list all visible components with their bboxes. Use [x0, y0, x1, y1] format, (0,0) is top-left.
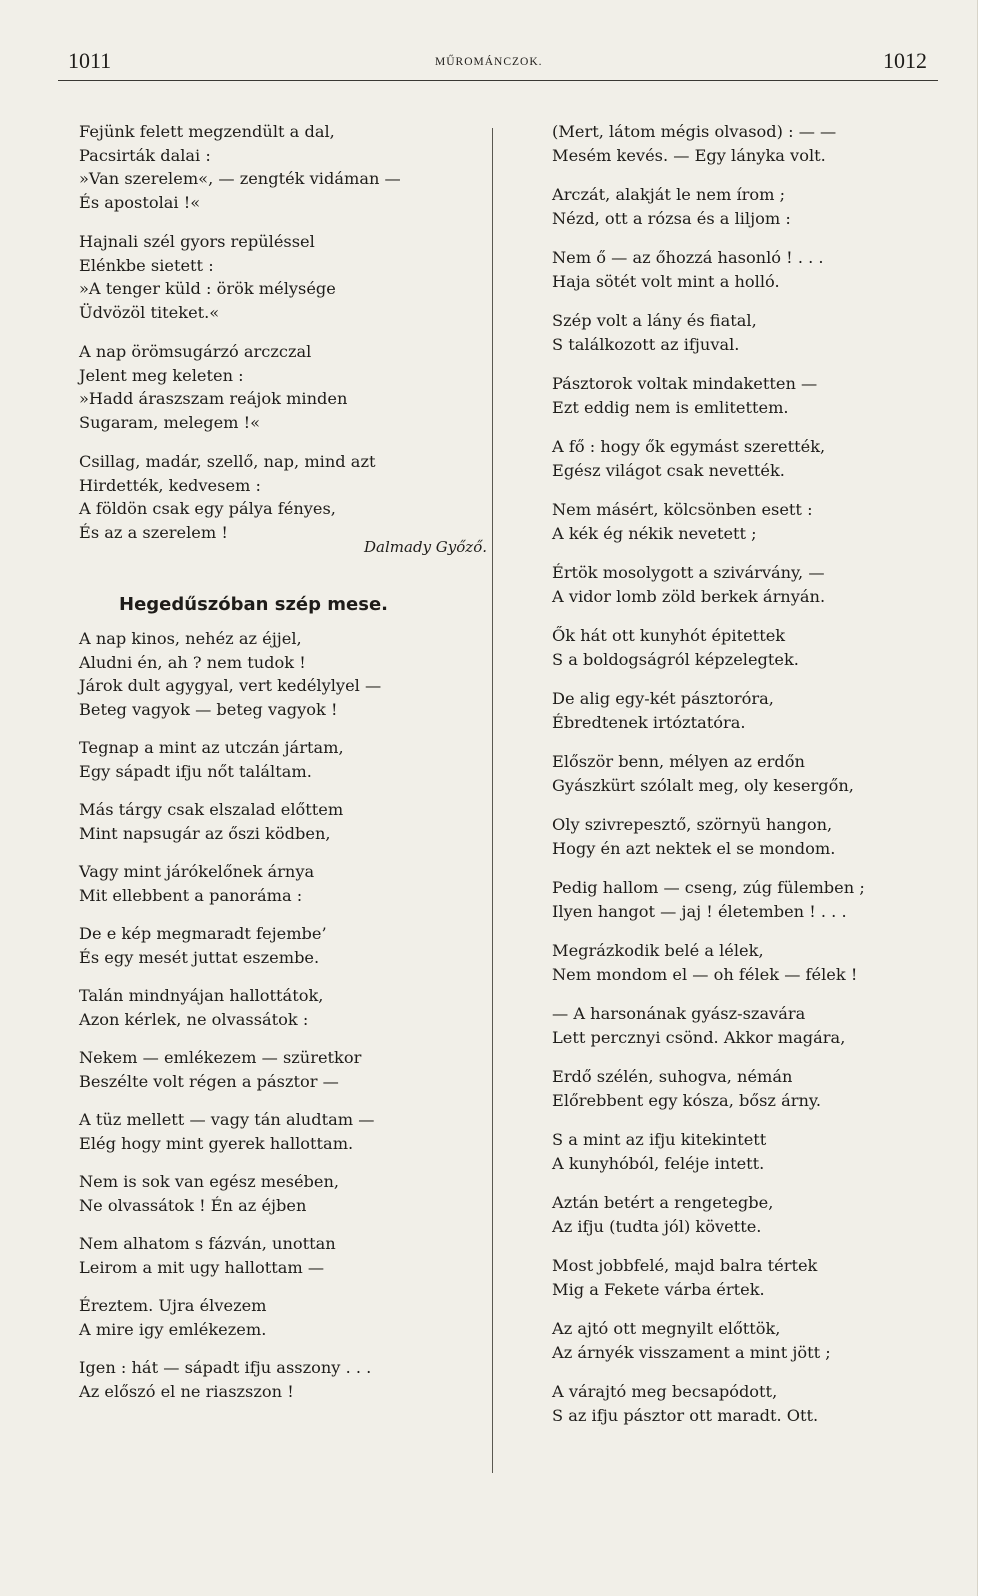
- stanza: [79, 230, 479, 324]
- verse-line: A mire igy emlékezem.: [79, 1319, 267, 1339]
- verse-line: Fejünk felett megzendült a dal,: [79, 122, 335, 141]
- stanza: [552, 687, 932, 734]
- verse-line: Mig a Fekete várba értek.: [552, 1279, 765, 1299]
- verse-line: Egész világot csak nevették.: [552, 460, 785, 480]
- stanza: [552, 1065, 932, 1112]
- verse-line: Más tárgy csak elszalad előttem: [79, 800, 344, 819]
- poem-2-continued: [552, 120, 932, 1427]
- stanza: [552, 183, 932, 230]
- stanza: [552, 1002, 932, 1049]
- verse-line: A kék ég nékik nevetett ;: [552, 523, 757, 543]
- stanza: [79, 1356, 479, 1403]
- verse-line: Igen : hát — sápadt ifju asszony . . .: [79, 1358, 372, 1377]
- stanza: [552, 246, 932, 293]
- verse-line: És apostolai !«: [79, 192, 201, 212]
- verse-line: Arczát, alakját le nem írom ;: [552, 185, 786, 204]
- verse-line: Oly szivrepesztő, szörnyü hangon,: [552, 815, 833, 834]
- verse-line: Ők hát ott kunyhót épitettek: [552, 626, 786, 645]
- stanza: [552, 624, 932, 671]
- stanza: [79, 984, 479, 1031]
- verse-line: Nem mondom el — oh félek — félek !: [552, 964, 858, 984]
- column-divider: [492, 128, 493, 1473]
- verse-line: Az árnyék visszament a mint jött ;: [552, 1342, 831, 1362]
- verse-line: Először benn, mélyen az erdőn: [552, 752, 805, 771]
- verse-line: (Mert, látom mégis olvasod) : — —: [552, 122, 837, 141]
- verse-line: Ezt eddig nem is emlitettem.: [552, 397, 789, 417]
- page-edge: [978, 0, 1000, 1596]
- verse-line: Talán mindnyájan hallottátok,: [79, 986, 324, 1005]
- verse-line: Haja sötét volt mint a holló.: [552, 271, 780, 291]
- stanza: [79, 736, 479, 783]
- verse-line: Mint napsugár az őszi ködben,: [79, 823, 331, 843]
- stanza: [79, 1170, 479, 1217]
- verse-line: »Van szerelem«, — zengték vidáman —: [79, 169, 401, 188]
- verse-line: Ne olvassátok ! Én az éjben: [79, 1195, 307, 1215]
- verse-line: És egy mesét juttat eszembe.: [79, 947, 320, 967]
- stanza: [552, 813, 932, 860]
- verse-line: A földön csak egy pálya fényes,: [79, 499, 336, 518]
- stanza: [79, 1294, 479, 1341]
- poem-2: [79, 627, 479, 1403]
- stanza: [79, 1232, 479, 1279]
- verse-line: Nem ő — az őhozzá hasonló ! . . .: [552, 248, 824, 267]
- stanza: [552, 309, 932, 356]
- stanza: [552, 750, 932, 797]
- verse-line: Ilyen hangot — jaj ! életemben ! . . .: [552, 901, 847, 921]
- stanza: [79, 1108, 479, 1155]
- verse-line: Egy sápadt ifju nőt találtam.: [79, 761, 312, 781]
- verse-line: Sugaram, melegem !«: [79, 412, 261, 432]
- verse-line: Most jobbfelé, majd balra tértek: [552, 1256, 818, 1275]
- verse-line: A kunyhóból, feléje intett.: [552, 1153, 765, 1173]
- poem-title: Hegedűszóban szép mese.: [119, 594, 389, 615]
- verse-line: Nem másért, kölcsönben esett :: [552, 500, 813, 519]
- verse-line: Vagy mint járókelőnek árnya: [79, 862, 315, 881]
- verse-line: Hogy én azt nektek el se mondom.: [552, 838, 836, 858]
- verse-line: Gyászkürt szólalt meg, oly kesergőn,: [552, 775, 854, 795]
- verse-line: Éreztem. Ujra élvezem: [79, 1296, 267, 1315]
- verse-line: S találkozott az ifjuval.: [552, 334, 740, 354]
- stanza: [79, 450, 479, 544]
- verse-line: Erdő szélén, suhogva, némán: [552, 1067, 793, 1086]
- verse-line: Csillag, madár, szellő, nap, mind azt: [79, 452, 376, 471]
- verse-line: S a mint az ifju kitekintett: [552, 1130, 767, 1149]
- header-rule: [58, 80, 938, 81]
- stanza: [552, 1191, 932, 1238]
- stanza: [79, 627, 479, 721]
- page-edge-line: [977, 0, 978, 1596]
- left-column: [79, 120, 487, 1418]
- page-number-left: 1011: [68, 48, 112, 73]
- verse-line: A tüz mellett — vagy tán aludtam —: [79, 1110, 375, 1129]
- verse-line: És az a szerelem !: [79, 522, 228, 542]
- running-title: MŰROMÁNCZOK.: [435, 56, 543, 68]
- stanza: [552, 939, 932, 986]
- verse-line: A vidor lomb zöld berkek árnyán.: [552, 586, 826, 606]
- verse-line: Előrebbent egy kósza, bősz árny.: [552, 1090, 822, 1110]
- verse-line: Járok dult agygyal, vert kedélylyel —: [79, 676, 382, 695]
- verse-line: Nézd, ott a rózsa és a liljom :: [552, 208, 791, 228]
- verse-line: A fő : hogy ők egymást szerették,: [552, 437, 826, 456]
- right-column: [552, 120, 932, 1443]
- verse-line: Pásztorok voltak mindaketten —: [552, 374, 818, 393]
- verse-line: Aztán betért a rengetegbe,: [552, 1193, 774, 1212]
- verse-line: Mit ellebbent a panoráma :: [79, 885, 303, 905]
- verse-line: A várajtó meg becsapódott,: [552, 1382, 778, 1401]
- page-number-right: 1012: [883, 48, 927, 73]
- stanza: [552, 876, 932, 923]
- verse-line: »Hadd áraszszam reájok minden: [79, 389, 348, 408]
- verse-line: Aludni én, ah ? nem tudok !: [79, 652, 306, 672]
- verse-line: De e kép megmaradt fejembe’: [79, 924, 327, 943]
- verse-line: Értök mosolygott a szivárvány, —: [552, 563, 825, 582]
- verse-line: De alig egy-két pásztoróra,: [552, 689, 774, 708]
- stanza: [552, 435, 932, 482]
- verse-line: Pedig hallom — cseng, zúg fülemben ;: [552, 878, 865, 897]
- stanza: [552, 561, 932, 608]
- verse-line: Üdvözöl titeket.«: [79, 302, 220, 322]
- verse-line: Azon kérlek, ne olvassátok :: [79, 1009, 309, 1029]
- stanza: [552, 1128, 932, 1175]
- stanza: [79, 798, 479, 845]
- stanza: [79, 120, 479, 214]
- verse-line: Hajnali szél gyors repüléssel: [79, 232, 315, 251]
- verse-line: Mesém kevés. — Egy lányka volt.: [552, 145, 826, 165]
- verse-line: Beszélte volt régen a pásztor —: [79, 1071, 339, 1091]
- verse-line: A nap kinos, nehéz az éjjel,: [79, 629, 302, 648]
- stanza: [79, 1046, 479, 1093]
- verse-line: Megrázkodik belé a lélek,: [552, 941, 764, 960]
- verse-line: A nap örömsugárzó arczczal: [79, 342, 312, 361]
- verse-line: Az előszó el ne riaszszon !: [79, 1381, 294, 1401]
- stanza: [552, 1317, 932, 1364]
- verse-line: Jelent meg keleten :: [79, 365, 244, 385]
- stanza: [552, 1254, 932, 1301]
- stanza: [79, 340, 479, 434]
- stanza: [552, 498, 932, 545]
- verse-line: »A tenger küld : örök mélysége: [79, 279, 336, 298]
- verse-line: Pacsirták dalai :: [79, 145, 211, 165]
- verse-line: S a boldogságról képzelegtek.: [552, 649, 799, 669]
- poem-1: [79, 120, 479, 544]
- verse-line: Elég hogy mint gyerek hallottam.: [79, 1133, 354, 1153]
- verse-line: Az ifju (tudta jól) követte.: [552, 1216, 762, 1236]
- verse-line: Az ajtó ott megnyilt előttök,: [552, 1319, 781, 1338]
- verse-line: — A harsonának gyász-szavára: [552, 1004, 806, 1023]
- stanza: [552, 120, 932, 167]
- verse-line: Szép volt a lány és fiatal,: [552, 311, 757, 330]
- stanza: [79, 922, 479, 969]
- stanza: [79, 860, 479, 907]
- verse-line: Ébredtenek irtóztatóra.: [552, 712, 746, 732]
- verse-line: Elénkbe sietett :: [79, 255, 214, 275]
- verse-line: S az ifju pásztor ott maradt. Ott.: [552, 1405, 819, 1425]
- verse-line: Beteg vagyok — beteg vagyok !: [79, 699, 338, 719]
- stanza: [552, 372, 932, 419]
- verse-line: Nekem — emlékezem — szüretkor: [79, 1048, 362, 1067]
- poem-author: Dalmady Győző.: [364, 538, 487, 556]
- verse-line: Nem is sok van egész mesében,: [79, 1172, 340, 1191]
- verse-line: Hirdették, kedvesem :: [79, 475, 261, 495]
- verse-line: Tegnap a mint az utczán jártam,: [79, 738, 344, 757]
- verse-line: Nem alhatom s fázván, unottan: [79, 1234, 336, 1253]
- stanza: [552, 1380, 932, 1427]
- verse-line: Leirom a mit ugy hallottam —: [79, 1257, 325, 1277]
- verse-line: Lett percznyi csönd. Akkor magára,: [552, 1027, 846, 1047]
